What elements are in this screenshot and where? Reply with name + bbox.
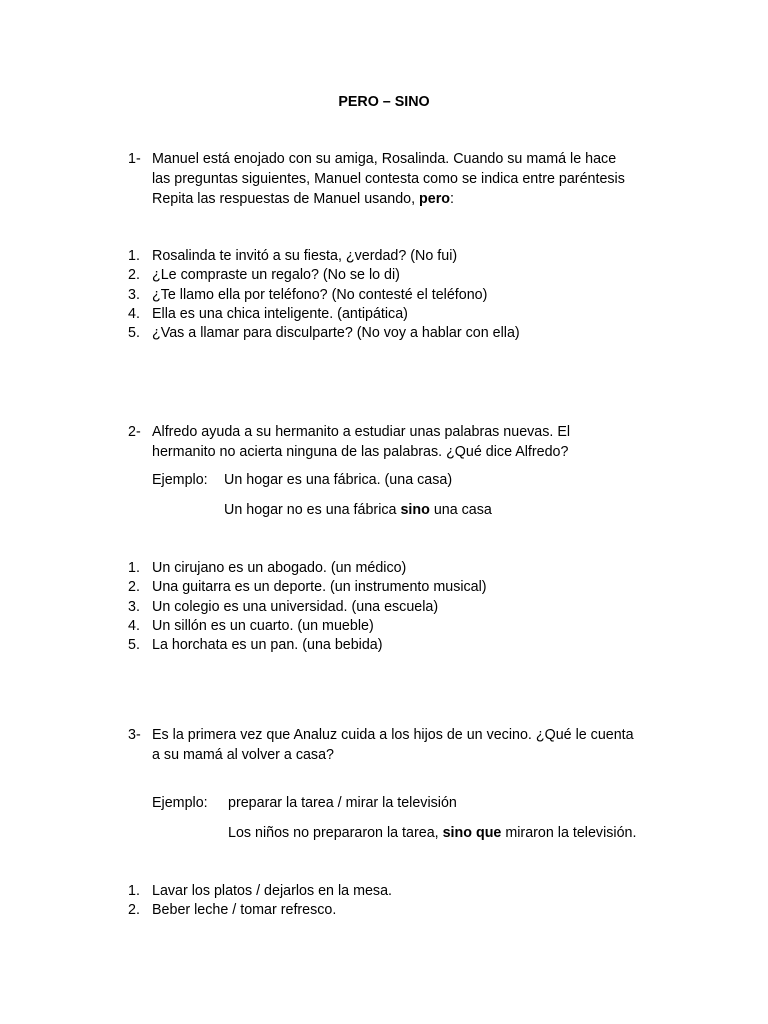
list-item: 5. ¿Vas a llamar para disculparte? (No voy a hablar con ella): [128, 325, 520, 342]
section-2-instructions: [128, 422, 688, 462]
section-1-instructions: [128, 149, 688, 209]
section-2-example-prompt: Un hogar es una fábrica. (una casa): [224, 472, 453, 488]
list-item: 3. ¿Te llamo ella por teléfono? (No contesté el teléfono): [128, 286, 488, 303]
section-1-header: [128, 149, 688, 209]
section-2-example-label: Ejemplo:: [152, 472, 208, 488]
section-3-example-answer: Los niños no prepararon la tarea, sino que miraron la televisión.: [228, 825, 637, 841]
section-1-line-2: las preguntas siguientes, Manuel contesta como se indica entre paréntesis: [152, 171, 625, 187]
list-item: 2. Una guitarra es un deporte. (un instrumento musical): [128, 579, 487, 596]
section-2-example-answer: Un hogar no es una fábrica sino una casa: [224, 502, 492, 518]
section-3-number: 3-: [128, 727, 141, 743]
section-2-number: 2-: [128, 424, 141, 440]
list-item: 5. La horchata es un pan. (una bebida): [128, 637, 383, 654]
section-1-number: 1-: [128, 151, 141, 167]
section-3-header: [128, 725, 688, 765]
section-2-header: [128, 422, 688, 462]
section-3-line-2: a su mamá al volver a casa?: [152, 747, 334, 763]
list-item: 1. Rosalinda te invitó a su fiesta, ¿verdad? (No fui): [128, 248, 458, 264]
section-2-line-2: hermanito no acierta ninguna de las palabras. ¿Qué dice Alfredo?: [152, 444, 569, 460]
section-3-line-1: Es la primera vez que Analuz cuida a los hijos de un vecino. ¿Qué le cuenta: [152, 727, 634, 743]
list-item: 4. Ella es una chica inteligente. (antipática): [128, 305, 408, 322]
list-item: 2. ¿Le compraste un regalo? (No se lo di): [128, 267, 400, 284]
keyword-pero: pero: [419, 191, 451, 207]
section-3-list: [128, 882, 392, 921]
keyword-sino: sino: [400, 502, 430, 518]
page-title: PERO – SINO: [338, 94, 430, 110]
keyword-sino-que: sino que: [442, 825, 502, 841]
section-1-line-3: Repita las respuestas de Manuel usando, pero:: [152, 191, 455, 207]
list-item: 1. Lavar los platos / dejarlos en la mesa.: [128, 883, 392, 899]
list-item: 1. Un cirujano es un abogado. (un médico): [128, 560, 407, 576]
section-3-example-prompt: preparar la tarea / mirar la televisión: [228, 795, 457, 811]
section-1-line-1: Manuel está enojado con su amiga, Rosalinda. Cuando su mamá le hace: [152, 151, 617, 167]
list-item: 3. Un colegio es una universidad. (una escuela): [128, 598, 439, 615]
section-2-line-1: Alfredo ayuda a su hermanito a estudiar unas palabras nuevas. El: [152, 424, 571, 440]
list-item: 2. Beber leche / tomar refresco.: [128, 902, 337, 919]
list-item: 4. Un sillón es un cuarto. (un mueble): [128, 617, 374, 634]
section-3-instructions: [128, 725, 688, 765]
section-1-list: [128, 247, 520, 343]
section-3-example-label: Ejemplo:: [152, 795, 208, 811]
section-2-list: [128, 559, 487, 655]
